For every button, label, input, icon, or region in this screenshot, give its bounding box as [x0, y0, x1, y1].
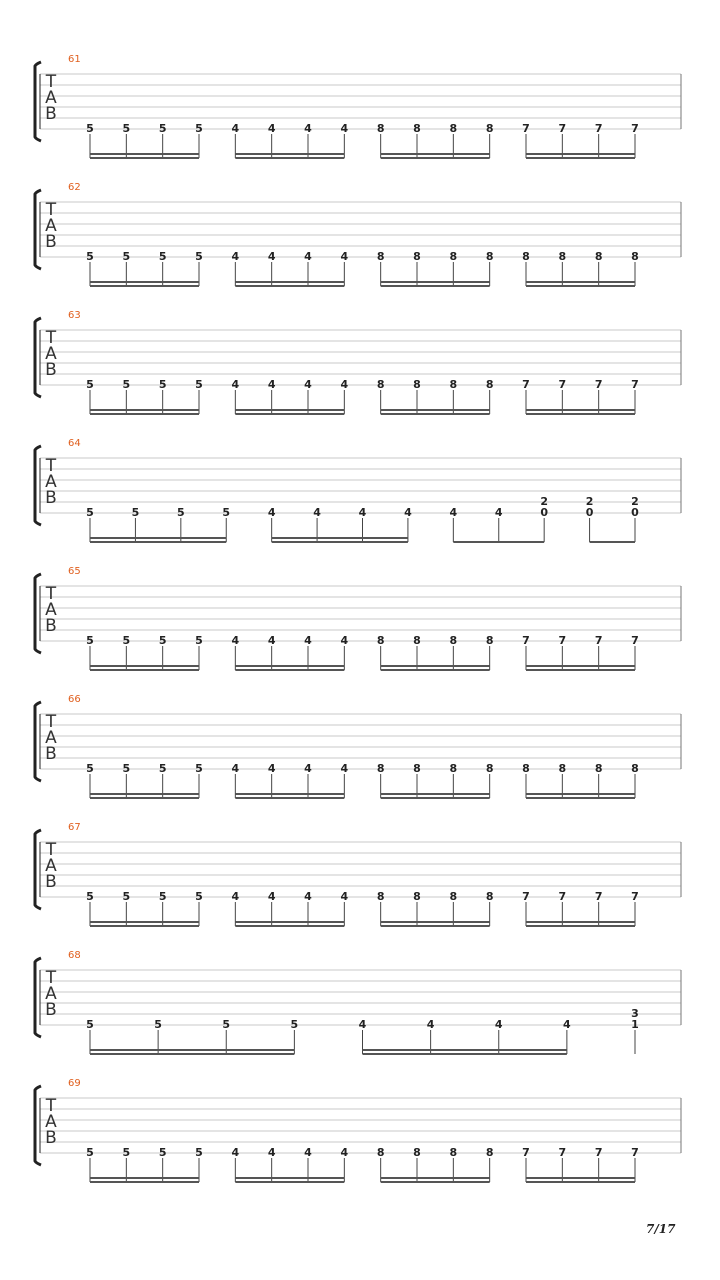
fret-number: 5 [195, 1146, 203, 1159]
fret-number: 8 [558, 250, 567, 263]
fret-number: 4 [231, 122, 240, 135]
tab-clef-letter: T [45, 712, 57, 732]
fret-number: 8 [449, 250, 458, 263]
fret-number: 5 [158, 122, 167, 135]
tab-clef-letter: A [45, 600, 57, 620]
fret-number: 5 [122, 890, 131, 903]
measure-number: 67 [68, 822, 81, 833]
tab-system [35, 822, 681, 926]
fret-number: 4 [304, 634, 312, 647]
fret-number: 7 [631, 634, 639, 647]
fret-number: 3 [631, 1007, 639, 1020]
fret-number: 4 [358, 1018, 367, 1031]
fret-number: 7 [594, 378, 603, 391]
measure-number: 61 [68, 54, 81, 65]
measure-number: 64 [68, 438, 81, 449]
fret-number: 4 [340, 1146, 349, 1159]
fret-number: 2 [540, 495, 548, 508]
fret-number: 5 [122, 1146, 131, 1159]
fret-number: 7 [594, 634, 603, 647]
fret-number: 4 [231, 1146, 240, 1159]
tab-system [35, 182, 681, 286]
tab-clef-letter: A [45, 1112, 57, 1132]
measure-number: 62 [68, 182, 81, 193]
fret-number: 8 [413, 634, 421, 647]
fret-number: 7 [522, 378, 530, 391]
fret-number: 7 [522, 890, 530, 903]
fret-number: 5 [86, 506, 94, 519]
measure-number: 68 [68, 950, 81, 961]
fret-number: 5 [195, 378, 203, 391]
fret-number: 5 [86, 378, 94, 391]
fret-number: 8 [413, 378, 421, 391]
fret-number: 8 [376, 122, 385, 135]
fret-number: 4 [449, 506, 458, 519]
tab-clef-letter: A [45, 728, 57, 748]
fret-number: 5 [195, 122, 203, 135]
fret-number: 8 [522, 250, 530, 263]
fret-number: 8 [449, 634, 458, 647]
tab-system [35, 694, 681, 798]
measure-number: 65 [68, 566, 81, 577]
fret-number: 7 [558, 1146, 567, 1159]
fret-number: 7 [594, 1146, 603, 1159]
fret-number: 4 [267, 122, 276, 135]
fret-number: 5 [158, 762, 167, 775]
fret-number: 5 [222, 506, 231, 519]
fret-number: 5 [86, 122, 94, 135]
fret-number: 4 [231, 634, 240, 647]
fret-number: 8 [485, 634, 494, 647]
fret-number: 0 [585, 506, 594, 519]
fret-number: 8 [558, 762, 567, 775]
fret-number: 4 [340, 762, 349, 775]
fret-number: 8 [376, 890, 385, 903]
fret-number: 8 [485, 378, 494, 391]
fret-number: 0 [631, 506, 639, 519]
fret-number: 8 [413, 1146, 421, 1159]
tab-clef-letter: B [45, 744, 57, 764]
fret-number: 5 [86, 890, 94, 903]
fret-number: 5 [222, 1018, 231, 1031]
tab-system [35, 950, 681, 1054]
fret-number: 8 [413, 762, 421, 775]
tab-clef-letter: B [45, 488, 57, 508]
tab-system [35, 310, 681, 414]
fret-number: 8 [449, 122, 458, 135]
fret-number: 7 [594, 122, 603, 135]
fret-number: 7 [558, 378, 567, 391]
fret-number: 1 [631, 1018, 639, 1031]
fret-number: 7 [558, 634, 567, 647]
fret-number: 4 [267, 506, 276, 519]
fret-number: 5 [122, 122, 131, 135]
fret-number: 8 [449, 378, 458, 391]
fret-number: 5 [158, 890, 167, 903]
fret-number: 7 [631, 122, 639, 135]
fret-number: 8 [485, 250, 494, 263]
fret-number: 4 [494, 506, 503, 519]
fret-number: 4 [304, 122, 312, 135]
fret-number: 5 [86, 1146, 94, 1159]
fret-number: 4 [231, 890, 240, 903]
tab-system [35, 54, 681, 158]
fret-number: 4 [304, 890, 312, 903]
fret-number: 4 [340, 378, 349, 391]
fret-number: 2 [585, 495, 594, 508]
measure-number: 66 [68, 694, 81, 705]
fret-number: 8 [485, 1146, 494, 1159]
measure-number: 69 [68, 1078, 81, 1089]
fret-number: 5 [86, 634, 94, 647]
fret-number: 7 [631, 378, 639, 391]
fret-number: 8 [413, 890, 421, 903]
tab-clef-letter: B [45, 616, 57, 636]
fret-number: 4 [340, 634, 349, 647]
measure-number: 63 [68, 310, 81, 321]
tab-clef-letter: T [45, 456, 57, 476]
tab-clef-letter: A [45, 856, 57, 876]
fret-number: 8 [522, 762, 530, 775]
fret-number: 5 [86, 250, 94, 263]
fret-number: 4 [231, 250, 240, 263]
fret-number: 4 [404, 506, 412, 519]
fret-number: 5 [195, 890, 203, 903]
fret-number: 7 [631, 1146, 639, 1159]
tab-clef-letter: T [45, 72, 57, 92]
tab-clef-letter: T [45, 968, 57, 988]
tab-clef-letter: B [45, 232, 57, 252]
fret-number: 4 [304, 378, 312, 391]
fret-number: 5 [122, 250, 131, 263]
fret-number: 5 [290, 1018, 299, 1031]
fret-number: 7 [522, 1146, 530, 1159]
fret-number: 8 [376, 762, 385, 775]
fret-number: 4 [267, 890, 276, 903]
fret-number: 4 [267, 762, 276, 775]
fret-number: 8 [594, 762, 603, 775]
fret-number: 4 [358, 506, 367, 519]
fret-number: 5 [122, 378, 131, 391]
fret-number: 5 [122, 634, 131, 647]
tab-clef-letter: B [45, 1128, 57, 1148]
fret-number: 8 [594, 250, 603, 263]
fret-number: 5 [154, 1018, 162, 1031]
fret-number: 5 [158, 378, 167, 391]
fret-number: 4 [304, 250, 312, 263]
tab-system [35, 1078, 681, 1182]
tab-clef-letter: T [45, 1096, 57, 1116]
tab-clef-letter: T [45, 584, 57, 604]
fret-number: 7 [522, 634, 530, 647]
fret-number: 5 [177, 506, 185, 519]
tab-clef-letter: B [45, 360, 57, 380]
fret-number: 8 [376, 378, 385, 391]
fret-number: 4 [304, 1146, 312, 1159]
fret-number: 8 [376, 250, 385, 263]
fret-number: 4 [426, 1018, 435, 1031]
fret-number: 5 [86, 1018, 94, 1031]
fret-number: 5 [158, 1146, 167, 1159]
fret-number: 8 [413, 122, 421, 135]
fret-number: 4 [231, 762, 240, 775]
fret-number: 2 [631, 495, 639, 508]
tab-system [35, 566, 681, 670]
tab-clef-letter: T [45, 840, 57, 860]
fret-number: 4 [340, 250, 349, 263]
fret-number: 0 [540, 506, 548, 519]
fret-number: 5 [158, 250, 167, 263]
fret-number: 8 [413, 250, 421, 263]
fret-number: 5 [195, 250, 203, 263]
fret-number: 4 [304, 762, 312, 775]
fret-number: 4 [340, 890, 349, 903]
tab-clef-letter: A [45, 216, 57, 236]
page-number: 7/17 [646, 1222, 676, 1236]
fret-number: 7 [631, 890, 639, 903]
tab-clef-letter: A [45, 984, 57, 1004]
fret-number: 7 [558, 122, 567, 135]
tab-clef-letter: A [45, 472, 57, 492]
fret-number: 4 [340, 122, 349, 135]
tab-clef-letter: B [45, 872, 57, 892]
fret-number: 4 [267, 1146, 276, 1159]
fret-number: 4 [267, 250, 276, 263]
fret-number: 8 [485, 890, 494, 903]
tab-clef-letter: T [45, 328, 57, 348]
fret-number: 5 [122, 762, 131, 775]
fret-number: 8 [449, 890, 458, 903]
fret-number: 8 [485, 762, 494, 775]
fret-number: 8 [631, 762, 639, 775]
fret-number: 4 [267, 634, 276, 647]
fret-number: 4 [494, 1018, 503, 1031]
fret-number: 4 [231, 378, 240, 391]
fret-number: 8 [376, 634, 385, 647]
tab-clef-letter: B [45, 1000, 57, 1020]
fret-number: 4 [313, 506, 321, 519]
tab-clef-letter: A [45, 344, 57, 364]
fret-number: 8 [485, 122, 494, 135]
fret-number: 8 [449, 762, 458, 775]
tab-system [35, 438, 681, 542]
fret-number: 7 [558, 890, 567, 903]
tab-clef-letter: T [45, 200, 57, 220]
fret-number: 4 [563, 1018, 571, 1031]
fret-number: 5 [195, 634, 203, 647]
fret-number: 8 [631, 250, 639, 263]
fret-number: 8 [376, 1146, 385, 1159]
fret-number: 4 [267, 378, 276, 391]
fret-number: 5 [195, 762, 203, 775]
fret-number: 5 [158, 634, 167, 647]
fret-number: 5 [86, 762, 94, 775]
fret-number: 7 [522, 122, 530, 135]
tab-clef-letter: A [45, 88, 57, 108]
fret-number: 7 [594, 890, 603, 903]
fret-number: 8 [449, 1146, 458, 1159]
fret-number: 5 [131, 506, 140, 519]
tab-clef-letter: B [45, 104, 57, 124]
